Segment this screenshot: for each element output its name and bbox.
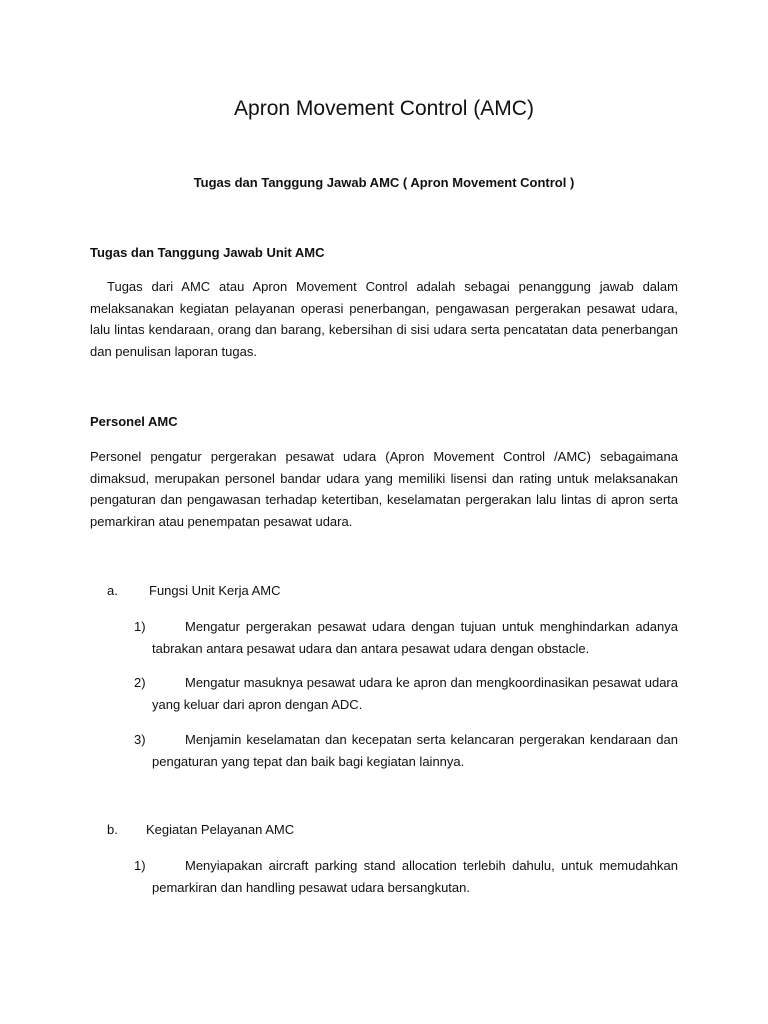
list-b-label: Kegiatan Pelayanan AMC xyxy=(146,822,295,837)
list-a-item-2-num: 2) xyxy=(134,675,146,690)
document-title: Apron Movement Control (AMC) xyxy=(234,97,534,120)
list-b-marker: b. xyxy=(107,822,118,837)
document-subtitle: Tugas dan Tanggung Jawab AMC ( Apron Movement Control ) xyxy=(193,175,575,190)
list-a-item-1-num: 1) xyxy=(134,619,146,634)
section-heading-personel: Personel AMC xyxy=(90,414,178,429)
list-a-marker: a. xyxy=(107,583,118,598)
section-body-tugas: Tugas dari AMC atau Apron Movement Control adalah sebagai penanggung jawab dalam melaksanakan kegiatan pelayanan operasi penerbangan, pengawasan pergerakan pesawat udara, lalu lintas kendaraan, orang dan barang, kebersihan di sisi udara serta pencatatan data penerbangan dan penulisan laporan tugas. xyxy=(90,279,678,360)
list-a-item-1-text: Mengatur pergerakan pesawat udara dengan tujuan untuk menghindarkan adanya tabrakan antara pesawat udara dan antara pesawat udara dengan obstacle. xyxy=(152,619,678,656)
section-heading-tugas: Tugas dan Tanggung Jawab Unit AMC xyxy=(90,245,325,260)
list-b-item-1-text: Menyiapakan aircraft parking stand allocation terlebih dahulu, untuk memudahkan pemarkiran dan handling pesawat udara bersangkutan. xyxy=(152,858,678,895)
list-a-item-3-text: Menjamin keselamatan dan kecepatan serta kelancaran pergerakan kendaraan dan pengaturan yang tepat dan baik bagi kegiatan lainnya. xyxy=(152,732,678,769)
section-body-personel: Personel pengatur pergerakan pesawat udara (Apron Movement Control /AMC) sebagaimana dimaksud, merupakan personel bandar udara yang memiliki lisensi dan rating untuk melaksanakan pengaturan dan pengawasan terhadap ketertiban, keselamatan pergerakan lalu lintas di apron serta pemarkiran atau penempatan pesawat udara. xyxy=(90,449,678,530)
list-a-label: Fungsi Unit Kerja AMC xyxy=(149,583,281,598)
list-b-item-1-num: 1) xyxy=(134,858,146,873)
list-a-item-2-text: Mengatur masuknya pesawat udara ke apron dan mengkoordinasikan pesawat udara yang keluar dari apron dengan ADC. xyxy=(152,675,678,712)
list-a-item-3-num: 3) xyxy=(134,732,146,747)
